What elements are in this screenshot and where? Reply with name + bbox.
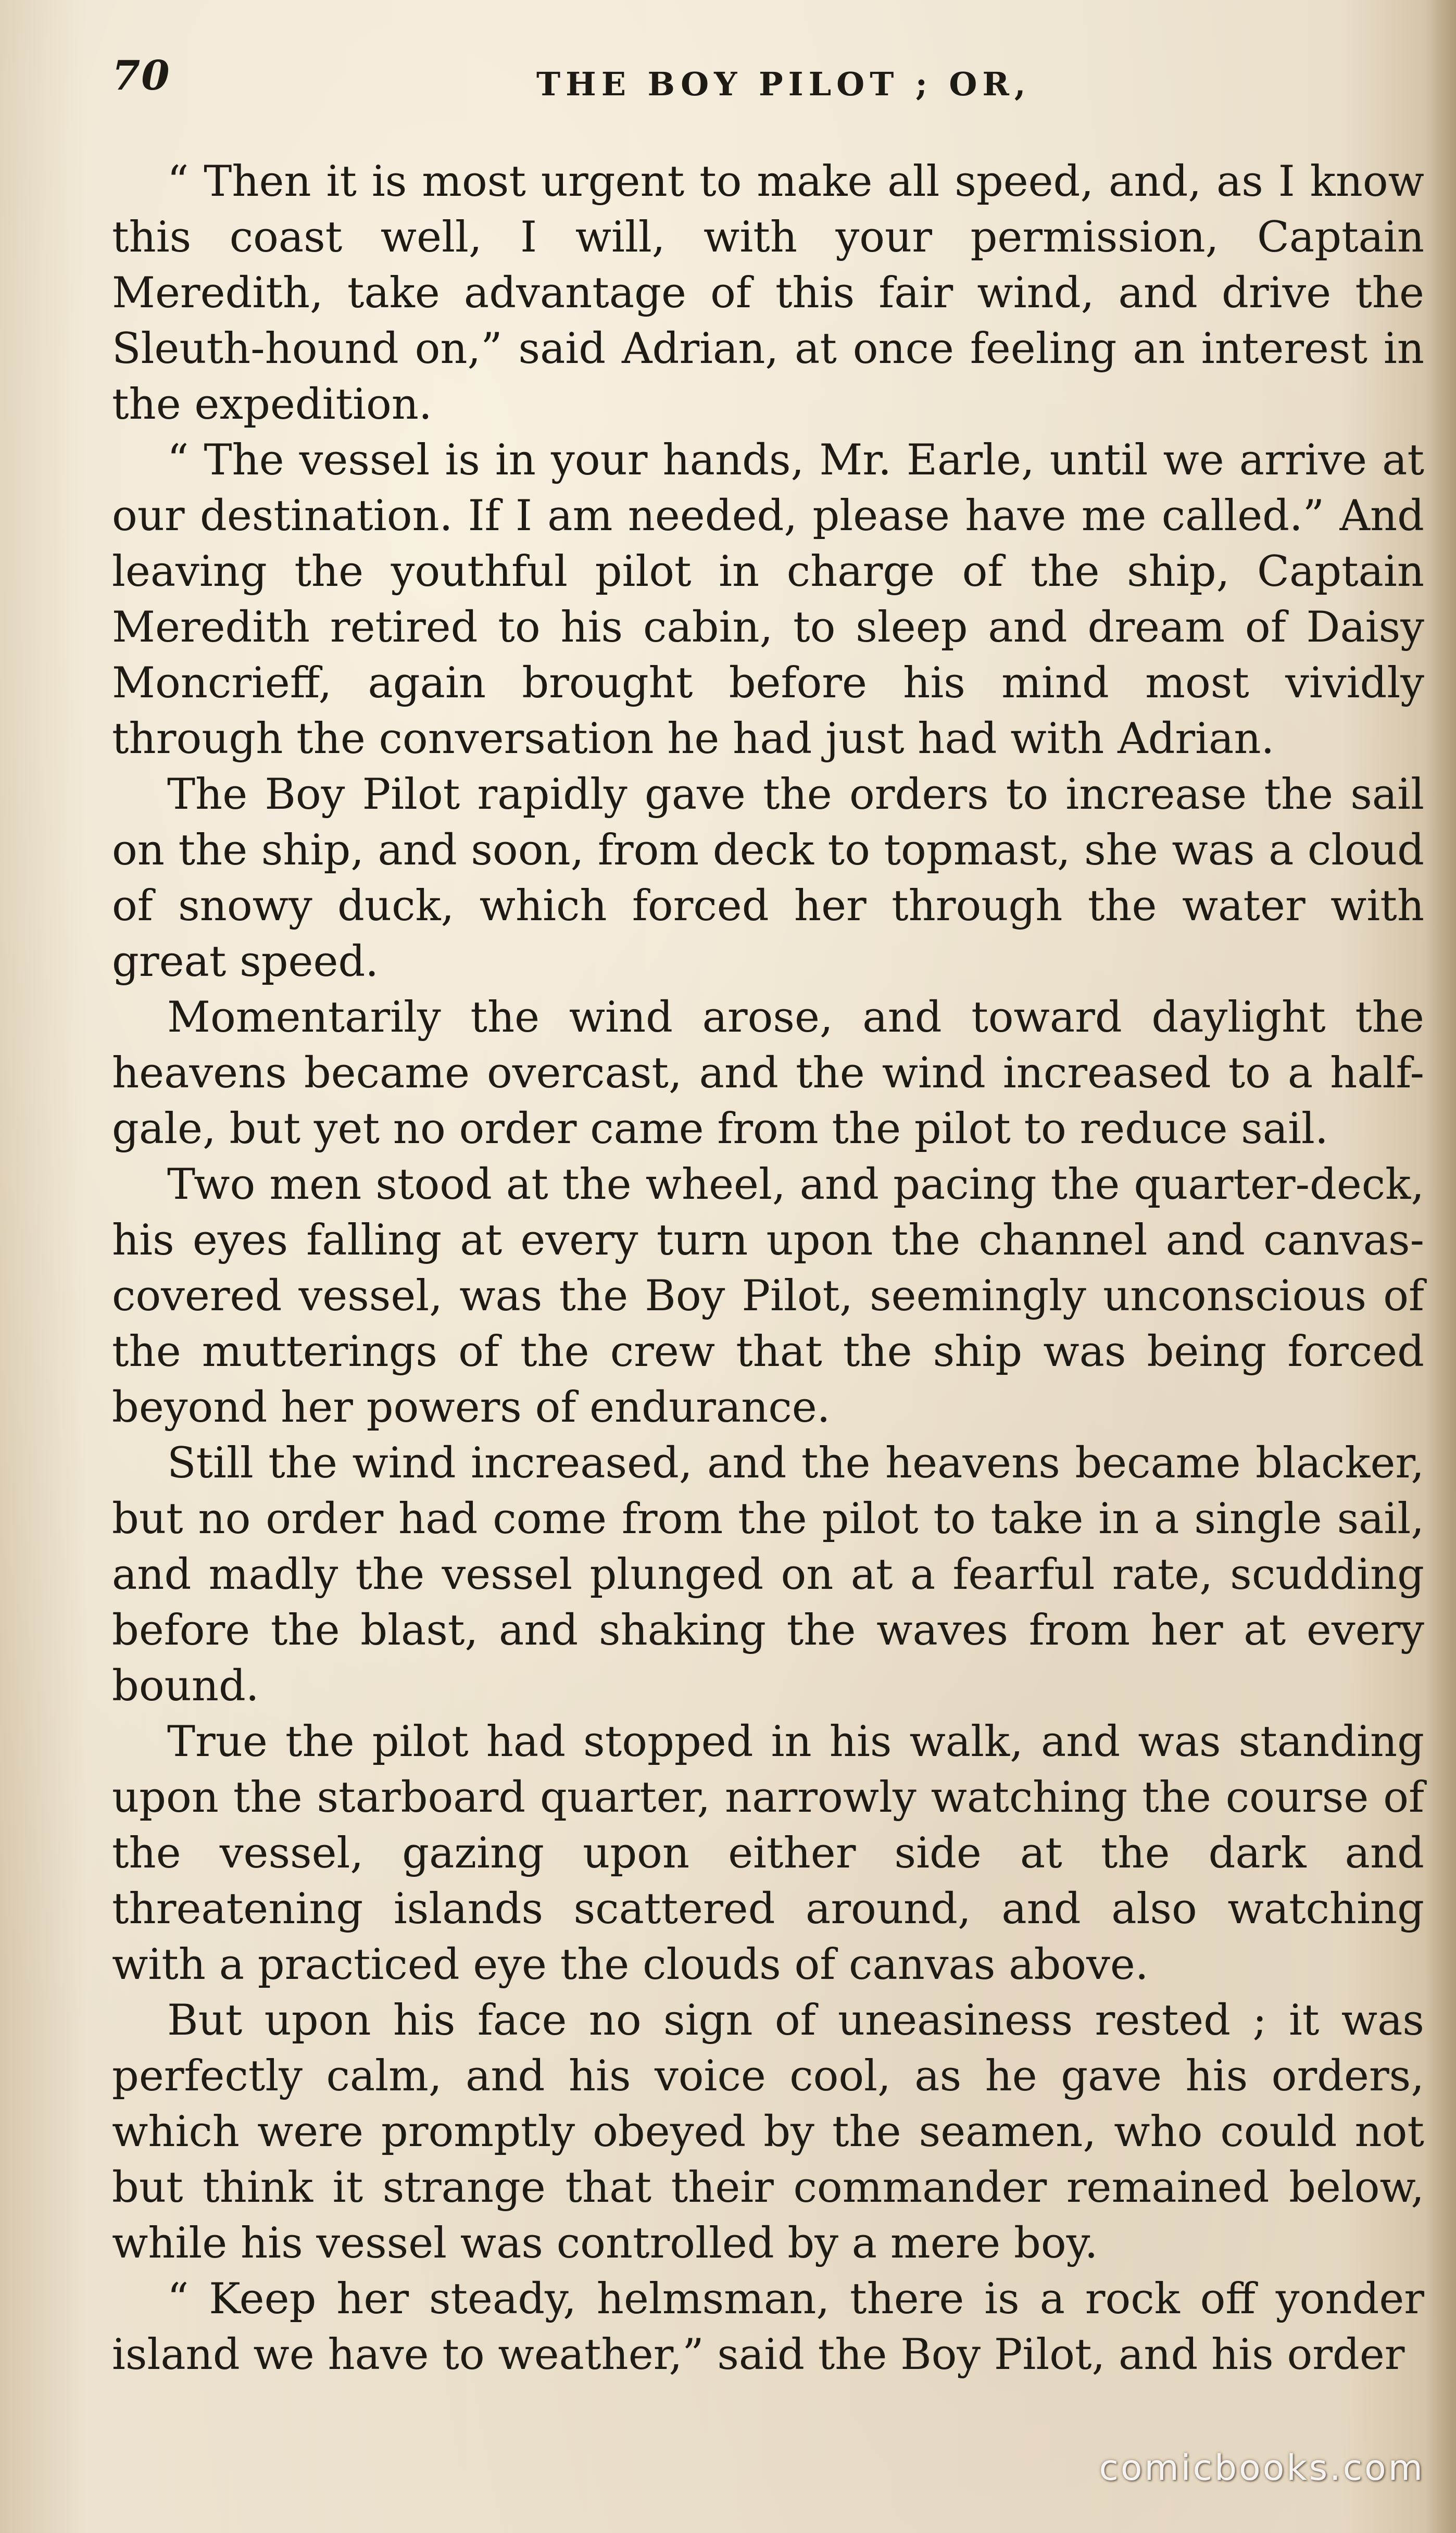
paragraph: Two men stood at the wheel, and pacing the quarter-deck, his eyes falling at every turn upon the channel and canvas-covered vessel, was the Boy Pilot, seemingly unconscious of the mutterings of the crew that the ship was being forced beyond her powers of endurance. [112, 1160, 1424, 1432]
page-edge-shadow [1425, 0, 1456, 2533]
paragraph: “ The vessel is in your hands, Mr. Earle, until we arrive at our destination. If I am needed, please have me called.” And leaving the youthful pilot in charge of the ship, Captain Meredith retired to his cabin, to sleep and dream of Daisy Moncrieff, again brought before his mind most vividly through the conversation he had just had with Adrian. [112, 436, 1424, 763]
page-number: 70 [112, 52, 171, 99]
paragraph: “ Then it is most urgent to make all speed, and, as I know this coast well, I will, with your permission, Captain Meredith, take advantage of this fair wind, and drive the Sleuth-hound on,” said Adrian, at once feeling an interest in the expedition. [112, 157, 1424, 429]
paragraph: The Boy Pilot rapidly gave the orders to increase the sail on the ship, and soon, from deck to topmast, she was a cloud of snowy duck, which forced her through the water with great speed. [112, 770, 1424, 986]
paragraph: “ Keep her steady, helmsman, there is a rock off yonder island we have to weather,” said the Boy Pilot, and his order [112, 2275, 1424, 2379]
paragraph: But upon his face no sign of uneasiness rested ; it was perfectly calm, and his voice cool, as he gave his orders, which were promptly obeyed by the seamen, who could not but think it strange that their commander remained below, while his vessel was controlled by a mere boy. [112, 1996, 1424, 2268]
paragraph: True the pilot had stopped in his walk, and was standing upon the starboard quarter, narrowly watching the course of the vessel, gazing upon either side at the dark and threatening islands scattered around, and also watching with a practiced eye the clouds of canvas above. [112, 1717, 1424, 1989]
watermark: comicbooks.com [1099, 2448, 1425, 2489]
body-text [112, 154, 1424, 2383]
paragraph: Still the wind increased, and the heavens became blacker, but no order had come from the pilot to take in a single sail, and madly the vessel plunged on at a fearful rate, scudding before the blast, and shaking the waves from her at every bound. [112, 1439, 1424, 1711]
paragraph: Momentarily the wind arose, and toward daylight the heavens became overcast, and the wind increased to a half-gale, but yet no order came from the pilot to reduce sail. [112, 993, 1424, 1153]
running-head: THE BOY PILOT ; OR, [536, 65, 1031, 103]
